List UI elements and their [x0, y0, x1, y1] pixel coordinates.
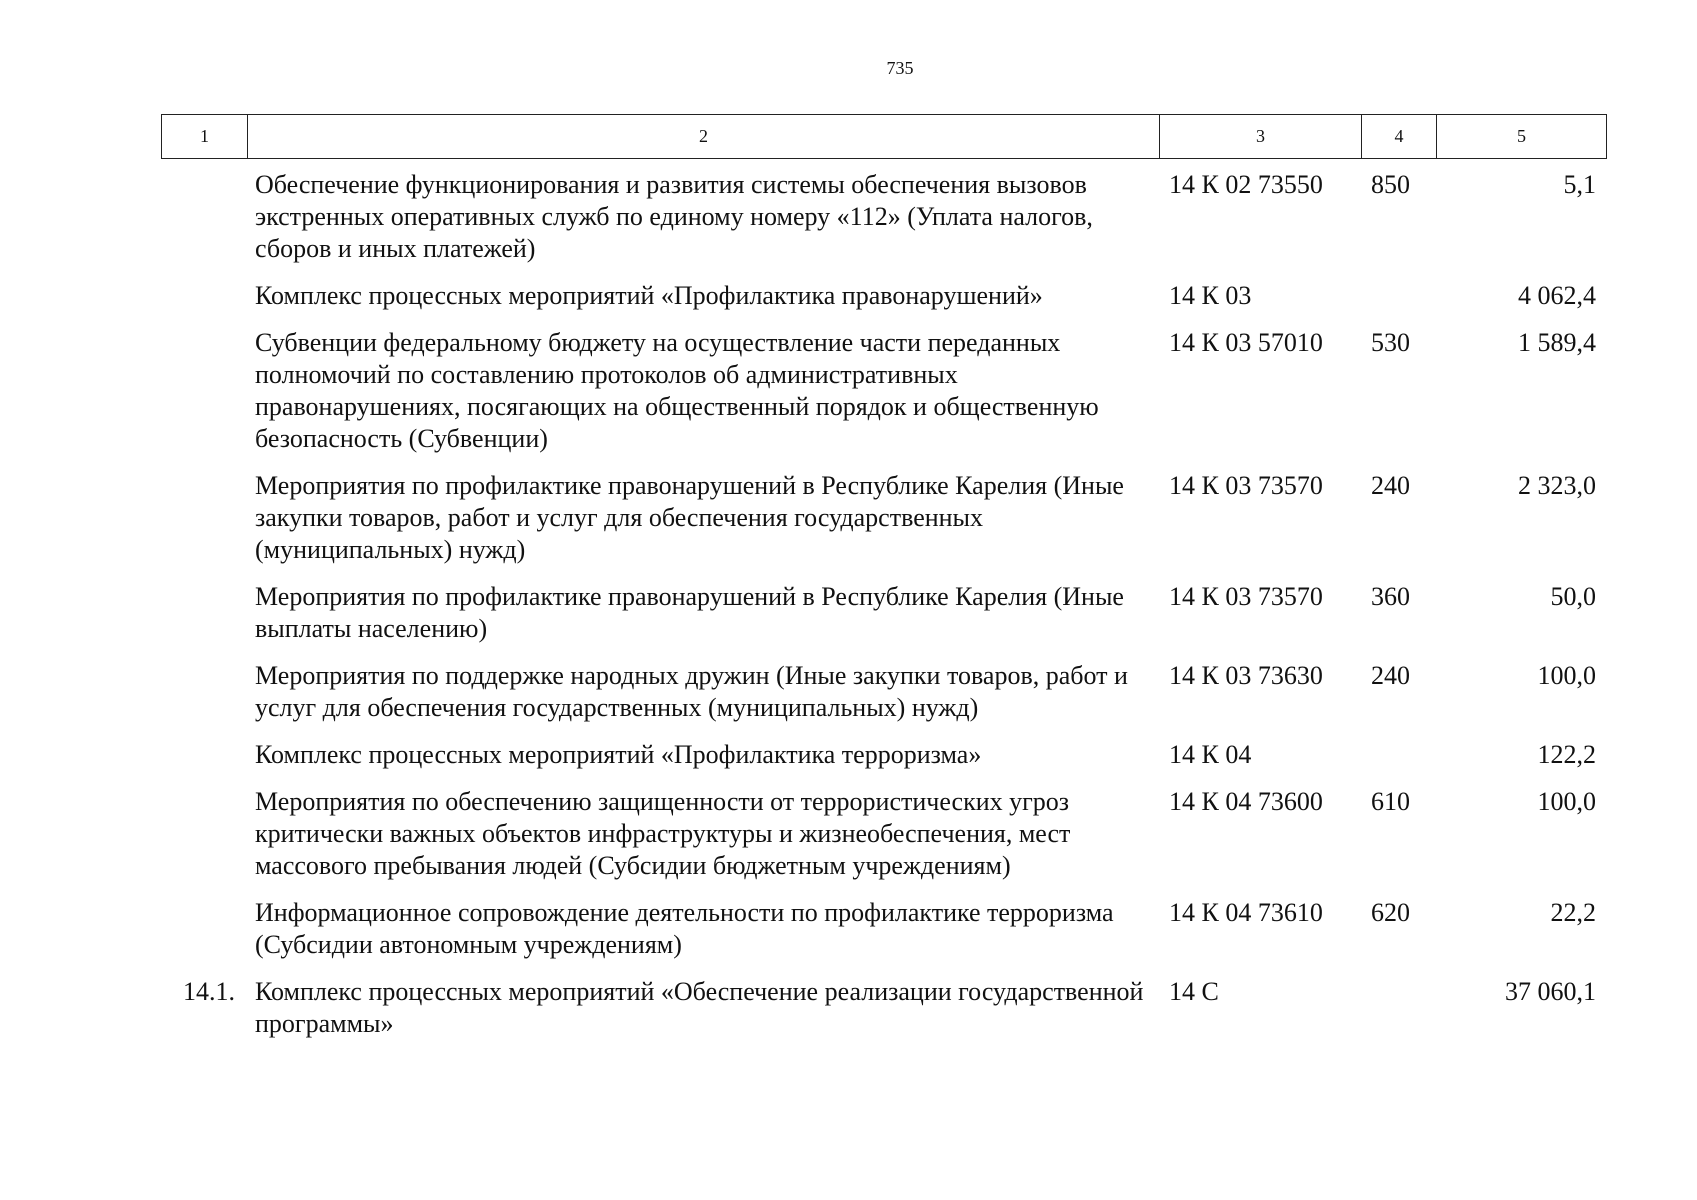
table-row: [161, 893, 1606, 972]
row-number: [161, 782, 247, 893]
row-name: Информационное сопровождение деятельности по профилактике терроризма (Субсидии автономным учреждениям): [255, 898, 1114, 959]
row-type: 240: [1371, 661, 1410, 690]
row-amount: 22,2: [1550, 898, 1596, 927]
row-name: Мероприятия по поддержке народных дружин (Иные закупки товаров, работ и услуг для обеспечения государственных (муниципальных) нужд): [255, 661, 1128, 722]
row-type: 620: [1371, 898, 1410, 927]
row-number: [161, 735, 247, 782]
header-col-2: 2: [248, 115, 1160, 159]
row-number: [161, 276, 247, 323]
row-amount: 1 589,4: [1518, 328, 1596, 357]
row-type: 240: [1371, 471, 1410, 500]
row-name: Мероприятия по обеспечению защищенности от террористических угроз критически важных объектов инфраструктуры и жизнеобеспечения, мест массового пребывания людей (Субсидии бюджетным учреждениям): [255, 787, 1071, 880]
table-row: [161, 577, 1606, 656]
header-col-1: 1: [162, 115, 248, 159]
row-number: 14.1.: [183, 977, 235, 1006]
row-type: [1361, 735, 1436, 782]
table-row: [161, 276, 1606, 323]
row-code: 14 К 03 73630: [1169, 661, 1323, 690]
row-amount: 2 323,0: [1518, 471, 1596, 500]
table-row: [161, 323, 1606, 466]
row-amount: 4 062,4: [1518, 281, 1596, 310]
row-amount: 5,1: [1563, 170, 1596, 199]
row-number: [161, 165, 247, 276]
row-amount: 50,0: [1550, 582, 1596, 611]
row-code: 14 К 04 73610: [1169, 898, 1323, 927]
row-type: 360: [1371, 582, 1410, 611]
row-code: 14 К 03: [1169, 281, 1252, 310]
table-row: [161, 165, 1606, 276]
row-number: [161, 893, 247, 972]
row-name: Субвенции федеральному бюджету на осуществление части переданных полномочий по составлению протоколов об административных правонарушениях, посягающих на общественный порядок и общественную безопасность (Субвенции): [255, 328, 1099, 453]
row-name: Обеспечение функционирования и развития системы обеспечения вызовов экстренных оперативных служб по единому номеру «112» (Уплата налогов, сборов и иных платежей): [255, 170, 1093, 263]
row-amount: 122,2: [1537, 740, 1596, 769]
row-name: Мероприятия по профилактике правонарушений в Республике Карелия (Иные выплаты населению): [255, 582, 1124, 643]
row-code: 14 К 03 57010: [1169, 328, 1323, 357]
table-header: [161, 114, 1607, 159]
row-number: [161, 577, 247, 656]
row-number: [161, 656, 247, 735]
row-type: 530: [1371, 328, 1410, 357]
row-number: [161, 323, 247, 466]
row-amount: 100,0: [1537, 787, 1596, 816]
row-code: 14 К 04 73600: [1169, 787, 1323, 816]
row-name: Комплекс процессных мероприятий «Профилактика терроризма»: [255, 740, 982, 769]
row-code: 14 К 04: [1169, 740, 1252, 769]
row-type: 850: [1371, 170, 1410, 199]
row-type: 610: [1371, 787, 1410, 816]
row-code: 14 К 03 73570: [1169, 582, 1323, 611]
row-name: Комплекс процессных мероприятий «Профилактика правонарушений»: [255, 281, 1043, 310]
row-code: 14 С: [1169, 977, 1219, 1006]
row-number: [161, 466, 247, 577]
row-code: 14 К 03 73570: [1169, 471, 1323, 500]
table-row: [161, 972, 1606, 1051]
row-name: Мероприятия по профилактике правонарушений в Республике Карелия (Иные закупки товаров, работ и услуг для обеспечения государственных (муниципальных) нужд): [255, 471, 1124, 564]
row-type: [1361, 276, 1436, 323]
header-col-4: 4: [1362, 115, 1437, 159]
header-col-5: 5: [1437, 115, 1607, 159]
table-row: [161, 466, 1606, 577]
page-number: 735: [886, 58, 914, 78]
budget-table: [161, 165, 1606, 1051]
row-name: Комплекс процессных мероприятий «Обеспечение реализации государственной программы»: [255, 977, 1144, 1038]
table-row: [161, 735, 1606, 782]
row-type: [1361, 972, 1436, 1051]
row-amount: 37 060,1: [1505, 977, 1596, 1006]
header-col-3: 3: [1160, 115, 1362, 159]
table-row: [161, 656, 1606, 735]
row-amount: 100,0: [1537, 661, 1596, 690]
row-code: 14 К 02 73550: [1169, 170, 1323, 199]
table-row: [161, 782, 1606, 893]
